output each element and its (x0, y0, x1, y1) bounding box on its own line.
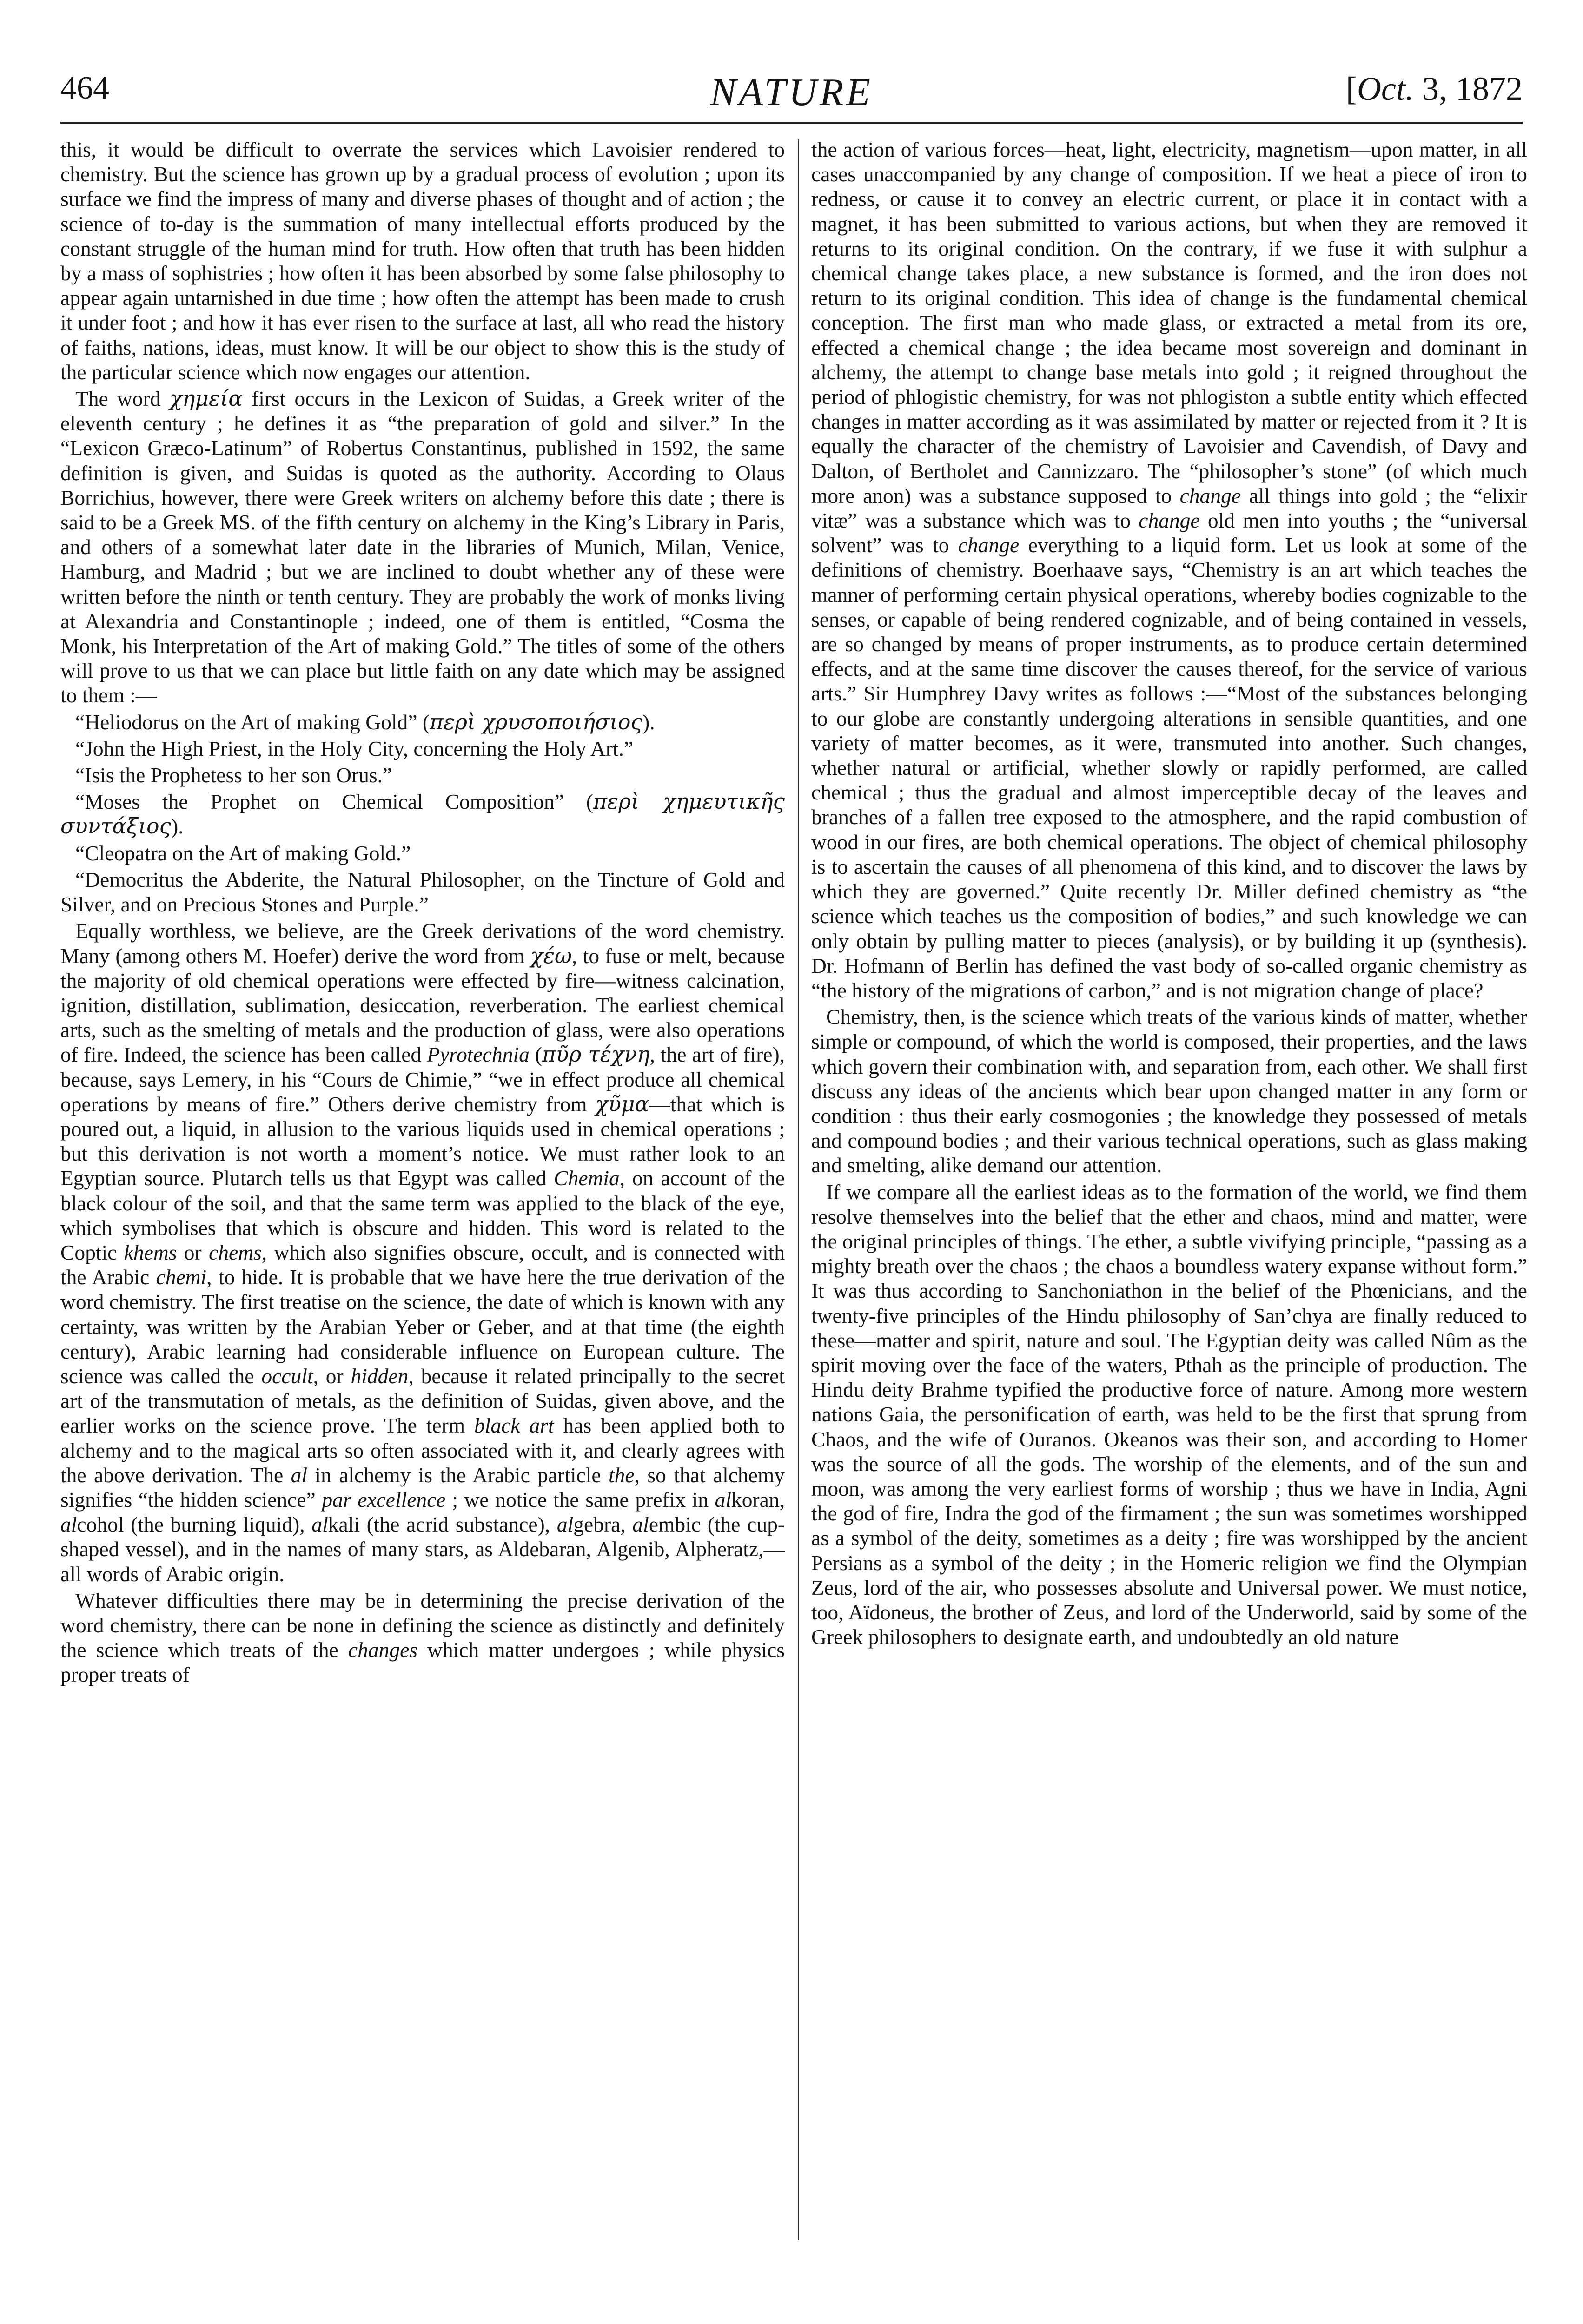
greek-term: χέω (530, 943, 572, 968)
italic-term: change (958, 533, 1020, 557)
header-rule (60, 122, 1523, 124)
text-run: has been applied both to alchemy and to the magical arts so often associated with it, and clearly agrees with the above derivation. The (60, 1413, 785, 1487)
quoted-title (60, 763, 785, 787)
text-run: everything to a liquid form. Let us look at some of the definitions of chemistry. Boerhaave says, “Chemistry is an art which teaches the manner of performing certain physical operations, whereby bodies cognizable to the senses, or capable of being rendered cognizable, and of being contained in vessels, are so changed by means of proper instruments, as to produce certain determined effects, and at the same time discover the causes thereof, for the service of various arts.” Sir Humphrey Davy writes as follows :—“Most of the substances belonging to our globe are constantly undergoing alterations in sensible quantities, and one variety of matter becomes, as it were, transmuted into another. Such changes, whether natural or artificial, whether slowly or rapidly performed, are called chemical ; thus the gradual and almost imperceptible decay of the leaves and branches of a fallen tree exposed to the atmosphere, and the rapid combustion of wood in our fires, are both chemical operations. The object of chemical philosophy is to ascertain the causes of all phenomena of this kind, and to discover the laws by which they are governed.” Quite recently Dr. Miller defined chemistry as “the science which teaches us the composition of bodies,” and such knowledge we can only obtain by pulling matter to pieces (analysis), or by building it up (synthesis). Dr. Hofmann of Berlin has defined the vast body of so-called organic chemistry as “the history of the migrations of carbon,” and is not migration change of place? (811, 533, 1527, 1002)
date-month: Oct. (1357, 70, 1414, 107)
issue-date (1346, 70, 1523, 108)
greek-term: χῦμα (595, 1091, 649, 1116)
text-run: the action of various forces—heat, light, electricity, magnetism—upon matter, in all cases unaccompanied by any change of composition. If we heat a piece of iron to redness, or cause it to convey an electric current, or place it in contact with a magnet, it has been submitted to various actions, but when they are removed it returns to its original condition. On the contrary, if we fuse it with sulphur a chemical change takes place, a new substance is formed, and the iron does not return to its original condition. This idea of change is the fundamental chemical conception. The first man who made glass, or extracted a metal from its ore, effected a chemical change ; the idea became most sovereign and dominant in alchemy, the attempt to change base metals into gold ; it reigned throughout the period of phlogistic chemistry, for was not phlogiston a subtle entity which effected changes in matter according as it was assimilated by matter or rejected from it ? It is equally the character of the chemistry of Lavoisier and Cavendish, of Davy and Dalton, of Bertholet and Cannizzaro. The “philosopher’s stone” (of which much more anon) was a substance supposed to (811, 138, 1527, 508)
greek-term: περὶ χρυσοποιήσιος (429, 709, 642, 734)
text-run: embic (the cup-shaped vessel), and in the names of many stars, as Aldebaran, Algenib, Alpheratz,—all words of Arabic origin. (60, 1512, 785, 1586)
text-run: koran, (731, 1487, 785, 1512)
text-run: all things into gold ; the “elixir vitæ” was a substance which was to (811, 483, 1527, 533)
italic-term: the (609, 1463, 635, 1487)
text-run: gebra, (573, 1512, 633, 1537)
text-run: The word (75, 387, 170, 411)
text-run: Equally worthless, we believe, are the Greek derivations of the word chemistry. Many (among others M. Hoefer) derive the word from (60, 919, 785, 968)
italic-term: Pyrotechnia (427, 1043, 530, 1067)
text-run: Whatever difficulties there may be in determining the precise derivation of the word chemistry, there can be none in defining the science as distinctly and definitely the science which treats of the (60, 1588, 785, 1662)
italic-term: changes (348, 1638, 417, 1662)
body-paragraph (60, 386, 785, 708)
text-run: , or (313, 1364, 351, 1388)
italic-term: al (291, 1463, 308, 1487)
page-number: 464 (60, 70, 109, 106)
text-run: ). (171, 814, 184, 838)
text-run: , because it related principally to the secret art of the transmutation of metals, as the definition of Suidas, given above, and the earlier works on the science prove. The term (60, 1364, 785, 1438)
text-run: “Moses the Prophet on Chemical Composition” ( (75, 790, 593, 814)
right-column (811, 137, 1527, 2257)
italic-term: chems (209, 1240, 262, 1264)
italic-term: black art (474, 1413, 554, 1438)
italic-term: al (715, 1487, 732, 1512)
italic-term: par excellence (322, 1487, 446, 1512)
text-run: , which also signifies obscure, occult, and is connected with the Arabic (60, 1240, 785, 1289)
text-run: If we compare all the earliest ideas as to the formation of the world, we find them resolve themselves into the belief that the ether and chaos, mind and matter, were the original principles of things. The ether, a subtle vivifying principle, “passing as a mighty breath over the chaos ; the chaos a boundless watery expanse without form.” It was thus according to Sanchoniathon in the belief of the Phœnicians, and the twenty-five principles of the Hindu philosophy of San’chya are finally reduced to these—matter and spirit, nature and soul. The Egyptian deity was called Nûm as the spirit moving over the face of the waters, Pthah as the principle of production. The Hindu deity Brahme typified the productive force of nature. Among more western nations Gaia, the personification of earth, was held to be the first that sprung from Chaos, and the wife of Ouranos. Okeanos was their son, and according to Homer was the source of all the gods. The worship of the elements, and of the sun and moon, was among the very earliest forms of worship ; thus we have in India, Agni the god of fire, Indra the god of the firmament ; the sun was sometimes worshipped as a symbol of the deity, sometimes as a deity ; fire was worshipped by the ancient Persians as a symbol of the deity ; in the Homeric religion we find the Olympian Zeus, lord of the air, who possesses absolute and Universal power. We must notice, too, Aïdoneus, the brother of Zeus, and lord of the Underworld, said by some of the Greek philosophers to designate earth, and undoubtedly an old nature (811, 1180, 1527, 1649)
italic-term: al (556, 1512, 574, 1537)
text-run: ; we notice the same prefix in (445, 1487, 715, 1512)
italic-term: change (1179, 483, 1241, 508)
body-paragraph (811, 1004, 1527, 1177)
italic-term: change (1139, 508, 1200, 533)
text-run: , to fuse or melt, because the majority of old chemical operations were effected by fire—witness calcination, ignition, distillation, sublimation, desiccation, reverberation. The earliest chemical arts, such as the smelting of metals and the production of glass, were also operations of fire. Indeed, the science has been called (60, 944, 785, 1067)
date-bracket: [ (1346, 70, 1358, 107)
column-divider (798, 139, 799, 2240)
italic-term: khems (124, 1240, 177, 1264)
text-run: “John the High Priest, in the Holy City, concerning the Holy Art.” (75, 736, 634, 760)
text-run: or (177, 1240, 209, 1264)
text-run: , to hide. It is probable that we have here the true derivation of the word chemistry. The first treatise on the science, the date of which is known with any certainty, was written by the Arabian Yeber or Geber, and at that time (the eighth century), Arabic learning had considerable influence on European culture. The science was called the (60, 1265, 785, 1388)
text-run: this, it would be difficult to overrate the services which Lavoisier rendered to chemistry. But the science has grown up by a gradual process of evolution ; upon its surface we find the impress of many and diverse phases of thought and of action ; the science of to-day is the summation of many intellectual efforts produced by the constant struggle of the human mind for truth. How often that truth has been hidden by a mass of sophistries ; how often it has been absorbed by some false philosophy to appear again untarnished in due time ; how often the attempt has been made to crush it under foot ; and how it has ever risen to the surface at last, all who read the history of faiths, nations, ideas, must know. It will be our object to show this is the study of the particular science which now engages our attention. (60, 138, 785, 384)
italic-term: occult (261, 1364, 313, 1388)
italic-term: Chemia (554, 1166, 620, 1190)
text-run: “Democritus the Abderite, the Natural Philosopher, on the Tincture of Gold and Silver, and on Precious Stones and Purple.” (60, 867, 785, 917)
text-run: old men into youths ; the “universal solvent” was to (811, 508, 1527, 557)
body-paragraph (60, 137, 785, 384)
text-run: ( (529, 1043, 543, 1067)
text-run: “Isis the Prophetess to her son Orus.” (75, 763, 392, 787)
italic-term: al (632, 1512, 649, 1537)
quoted-title (60, 867, 785, 917)
quoted-title (60, 710, 785, 734)
body-paragraph (811, 137, 1527, 1003)
greek-term: πῦρ τέχνη (542, 1042, 650, 1067)
text-run: “Cleopatra on the Art of making Gold.” (75, 841, 411, 865)
journal-title: NATURE (710, 71, 873, 114)
text-run: —that which is poured out, a liquid, in allusion to the various liquids used in chemical operations ; but this derivation is not worth a moment’s notice. We must rather look to an Egyptian source. Plutarch tells us that Egypt was called (60, 1092, 785, 1190)
italic-term: hidden (351, 1364, 409, 1388)
text-run: , the art of fire), because, says Lemery, in his “Cours de Chimie,” “we in effect produce all chemical operations by means of fire.” Others derive chemistry from (60, 1043, 785, 1116)
italic-term: al (311, 1512, 328, 1537)
text-run: kali (the acrid substance), (328, 1512, 557, 1537)
left-column (60, 137, 785, 2257)
quoted-title (60, 789, 785, 838)
italic-term: al (60, 1512, 77, 1537)
italic-term: chemi (156, 1265, 207, 1289)
text-run: which matter undergoes ; while physics proper treats of (60, 1638, 785, 1687)
text-run: cohol (the burning liquid), (77, 1512, 312, 1537)
quoted-title (60, 736, 785, 761)
text-run: first occurs in the Lexicon of Suidas, a Greek writer of the eleventh century ; he defines it as “the preparation of gold and silver.” In the “Lexicon Græco-Latinum” of Robertus Constantinus, published in 1592, the same definition is given, and Suidas is quoted as the authority. According to Olaus Borrichius, however, there were Greek writers on alchemy before this date ; there is said to be a Greek MS. of the fifth century on alchemy in the King’s Library in Paris, and others of a somewhat later date in the libraries of Munich, Milan, Venice, Hamburg, and Madrid ; but we are inclined to doubt whether any of these were written before the ninth or tenth century. They are probably the work of monks living at Alexandria and Constantinople ; indeed, one of them is entitled, “Cosma the Monk, his Interpretation of the Art of making Gold.” The titles of some of the others will prove to us that we can place but little faith on any date which may be assigned to them :— (60, 387, 785, 707)
body-paragraph (60, 1588, 785, 1687)
greek-term: περὶ χημευτικῆς συντάξιος (60, 789, 785, 839)
text-run: ). (642, 710, 655, 734)
text-run: , so that alchemy signifies “the hidden science” (60, 1463, 785, 1512)
text-run: in alchemy is the Arabic particle (307, 1463, 609, 1487)
text-run: , on account of the black colour of the soil, and that the same term was applied to the black of the eye, which symbolises that which is obscure and hidden. This word is related to the Coptic (60, 1166, 785, 1264)
date-day-year: 3, 1872 (1422, 70, 1523, 107)
page-header (60, 70, 1523, 130)
body-paragraph (60, 918, 785, 1586)
text-run: “Heliodorus on the Art of making Gold” ( (75, 710, 430, 734)
text-run: Chemistry, then, is the science which treats of the various kinds of matter, whether simple or compound, of which the world is composed, their properties, and the laws which govern their combination with, and separation from, each other. We shall first discuss any ideas of the ancients which bear upon changed matter in any form or condition : thus their early cosmogonies ; the knowledge they possessed of metals and compound bodies ; and their various technical operations, such as glass making and smelting, alike demand our attention. (811, 1005, 1527, 1177)
quoted-title (60, 841, 785, 865)
greek-term: χημεία (169, 386, 243, 411)
body-paragraph (811, 1180, 1527, 1650)
